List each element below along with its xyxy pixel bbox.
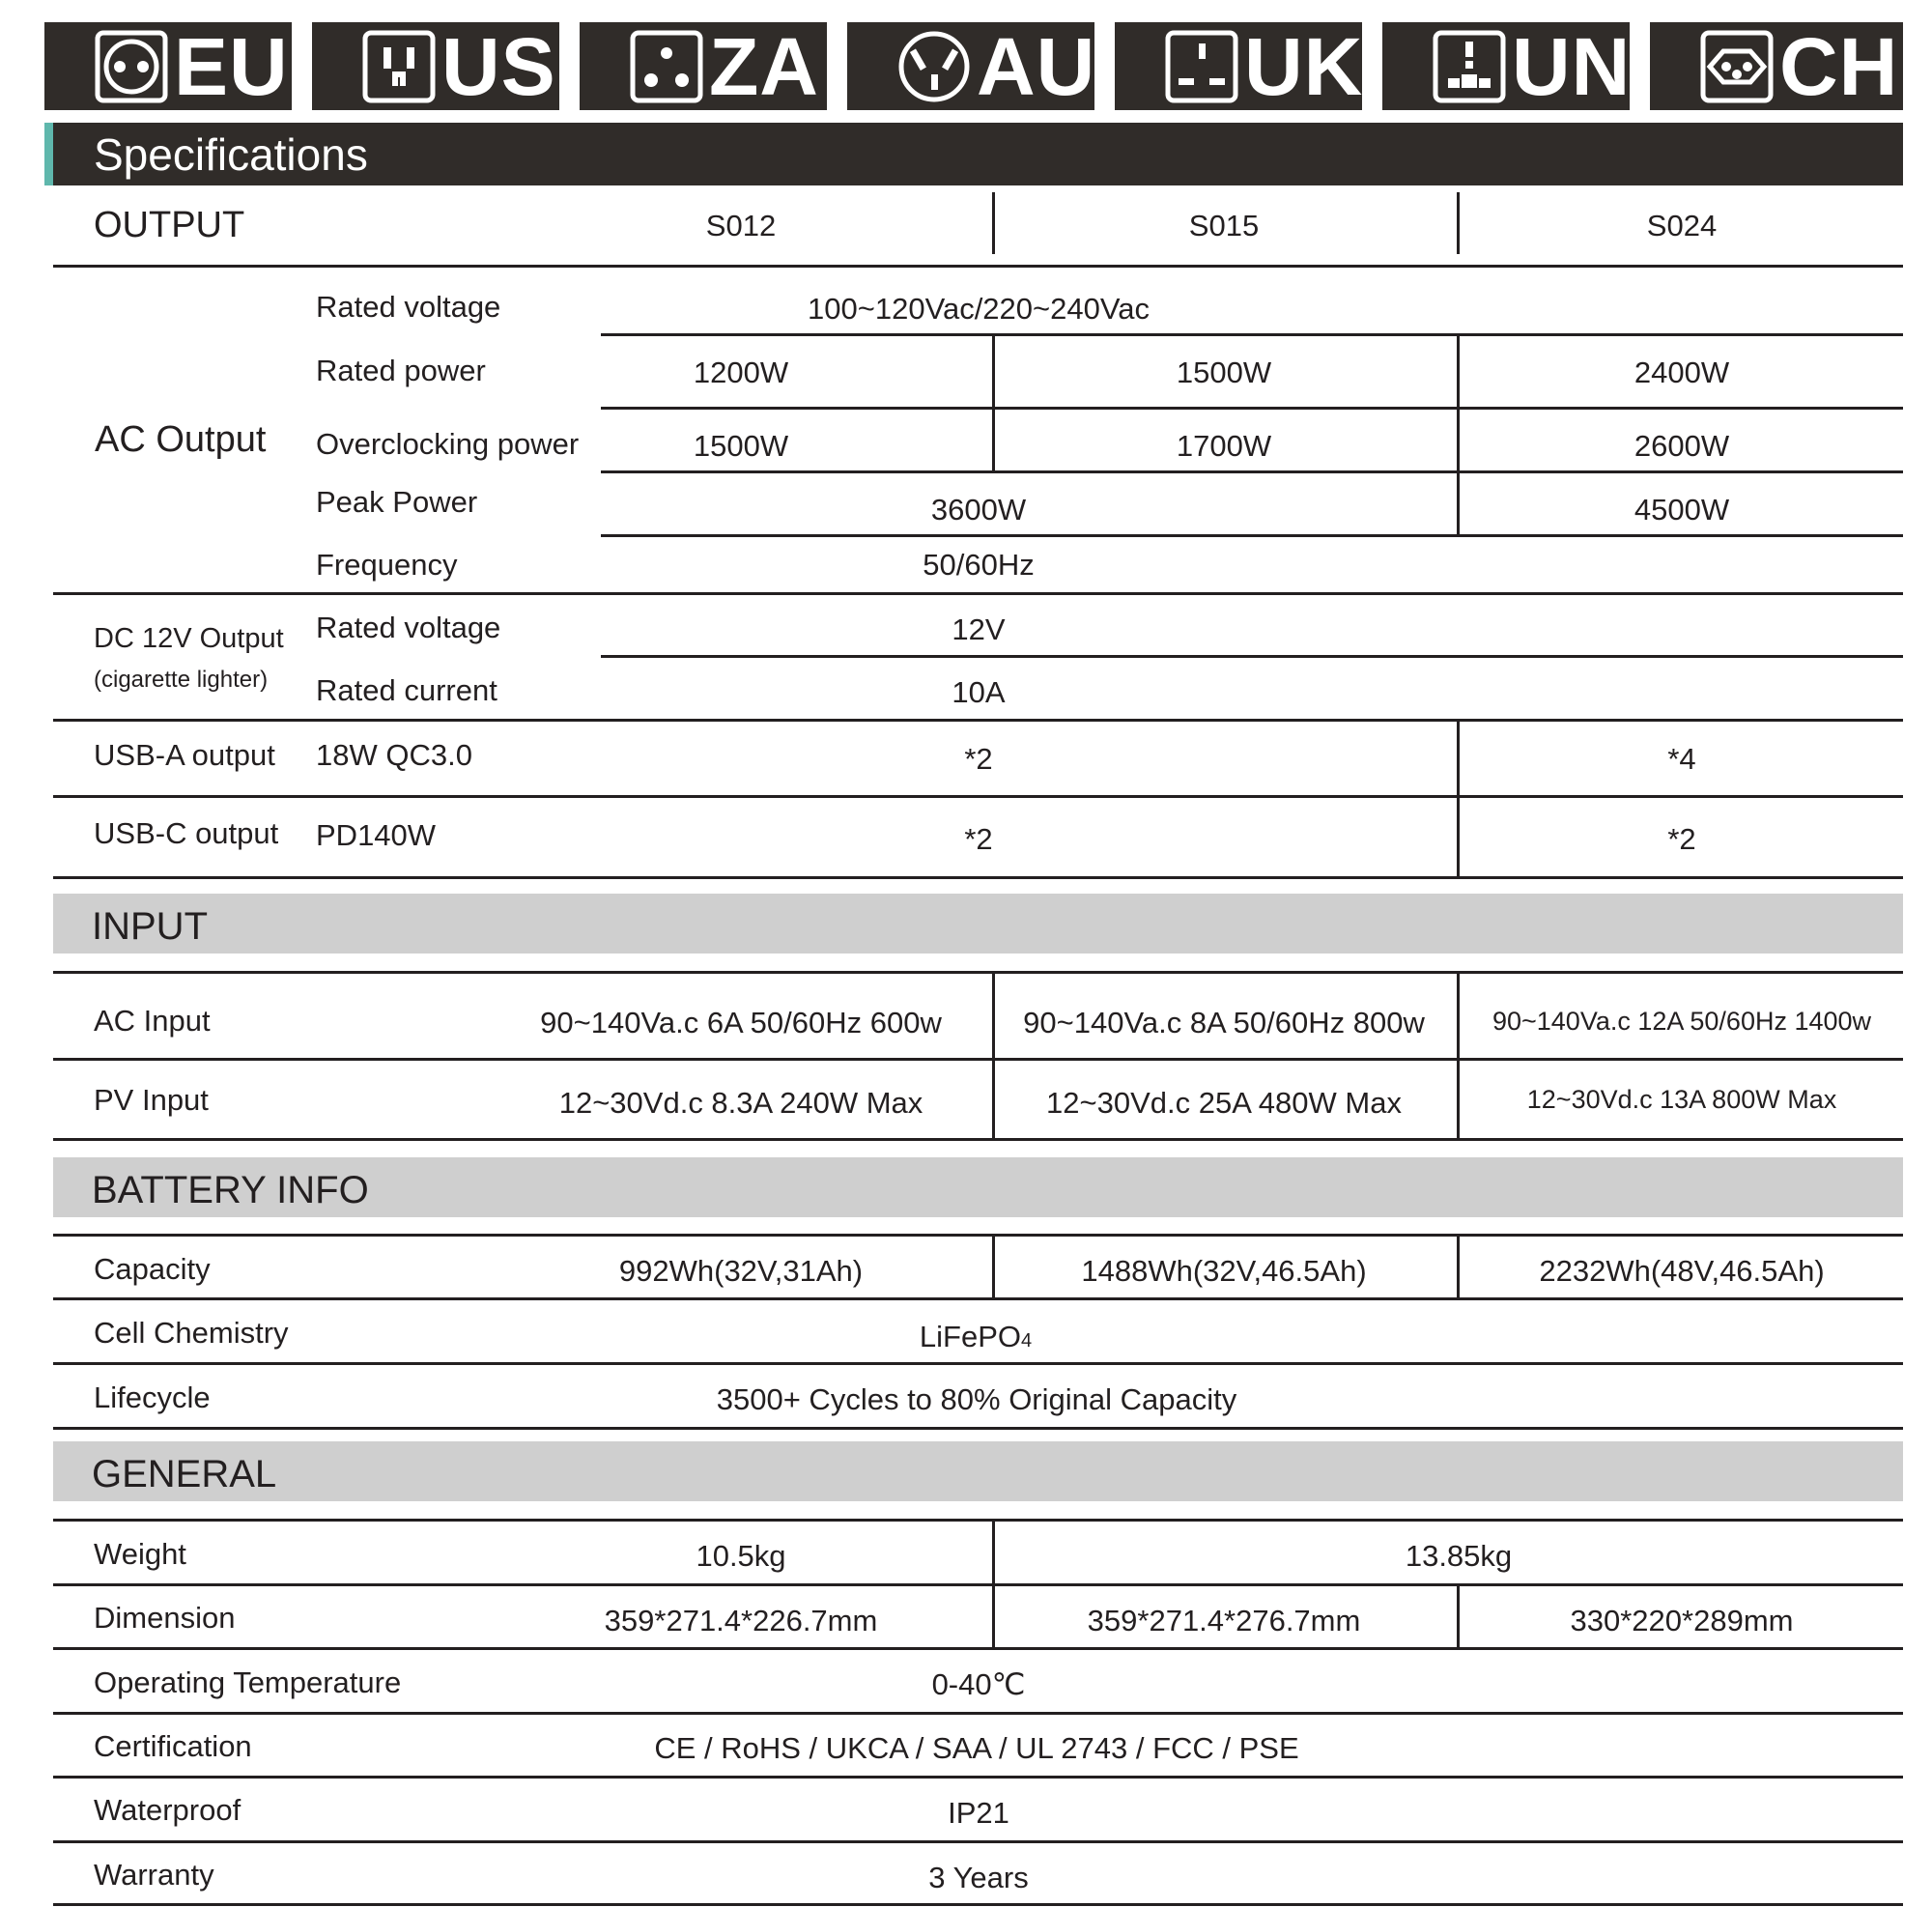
- divider: [992, 192, 995, 254]
- model-s012: S012: [705, 209, 777, 242]
- divider: [53, 876, 1903, 879]
- peak-power-label: Peak Power: [316, 485, 478, 519]
- divider: [1457, 409, 1460, 471]
- dimension-s024: 330*220*289mm: [1570, 1604, 1794, 1637]
- plug-code: CH: [1779, 21, 1899, 112]
- weight-s015-s024: 13.85kg: [1405, 1539, 1513, 1573]
- divider: [53, 1647, 1903, 1650]
- divider: [601, 333, 1903, 336]
- divider: [53, 592, 1903, 595]
- dimension-label: Dimension: [94, 1601, 236, 1635]
- divider: [53, 1362, 1903, 1365]
- frequency-value: 50/60Hz: [923, 548, 1035, 582]
- input-heading: INPUT: [92, 905, 208, 948]
- weight-s012: 10.5kg: [696, 1539, 786, 1573]
- cell-chemistry-subscript: 4: [1020, 1330, 1033, 1352]
- dc-output-sublabel: (cigarette lighter): [94, 667, 269, 693]
- plug-tab-za: [580, 22, 827, 110]
- lifecycle-label: Lifecycle: [94, 1380, 211, 1414]
- divider: [53, 1427, 1903, 1430]
- divider: [992, 1585, 995, 1648]
- divider: [601, 407, 1903, 410]
- weight-label: Weight: [94, 1537, 186, 1571]
- operating-temperature-label: Operating Temperature: [94, 1665, 402, 1699]
- ac-input-s012: 90~140Va.c 6A 50/60Hz 600w: [540, 1006, 942, 1039]
- input-section-bar: [53, 894, 1903, 954]
- divider: [601, 655, 1903, 658]
- plug-code: UK: [1244, 21, 1364, 112]
- plug-tab-ch: [1650, 22, 1903, 110]
- plug-code: UN: [1512, 21, 1632, 112]
- usb-a-s024: *4: [1667, 742, 1696, 776]
- un-plug-icon: [1433, 30, 1506, 103]
- capacity-label: Capacity: [94, 1252, 211, 1286]
- capacity-s024: 2232Wh(48V,46.5Ah): [1539, 1254, 1825, 1288]
- page-title: Specifications: [94, 129, 368, 180]
- divider: [601, 470, 1903, 473]
- usb-a-spec: 18W QC3.0: [316, 738, 472, 772]
- divider: [53, 1840, 1903, 1843]
- overclocking-power-s024: 2600W: [1634, 429, 1730, 463]
- usb-c-s012-s015: *2: [964, 822, 993, 856]
- cell-chemistry-value: [920, 1322, 1032, 1352]
- dimension-s012: 359*271.4*226.7mm: [604, 1604, 878, 1637]
- certification-value: CE / RoHS / UKCA / SAA / UL 2743 / FCC / PSE: [654, 1731, 1299, 1765]
- dc-output-label: DC 12V Output: [94, 623, 284, 654]
- dc-rated-current-label: Rated current: [316, 673, 497, 707]
- usb-c-spec: PD140W: [316, 818, 437, 852]
- divider: [1457, 1585, 1460, 1648]
- dimension-s015: 359*271.4*276.7mm: [1087, 1604, 1361, 1637]
- uk-plug-icon: [1165, 30, 1238, 103]
- rated-power-s012: 1200W: [693, 356, 789, 389]
- divider: [992, 1521, 995, 1584]
- plug-code: EU: [174, 21, 289, 112]
- plug-code: US: [441, 21, 556, 112]
- ac-input-s024: 90~140Va.c 12A 50/60Hz 1400w: [1492, 1007, 1872, 1036]
- divider: [992, 1236, 995, 1298]
- divider: [1457, 192, 1460, 254]
- divider: [53, 1776, 1903, 1779]
- plug-tab-un: [1382, 22, 1630, 110]
- peak-power-s024: 4500W: [1634, 493, 1730, 527]
- divider: [1457, 721, 1460, 796]
- pv-input-s015: 12~30Vd.c 25A 480W Max: [1046, 1086, 1402, 1120]
- dc-rated-voltage-label: Rated voltage: [316, 611, 501, 644]
- peak-power-s012-s015: 3600W: [930, 493, 1027, 527]
- au-plug-icon: [897, 30, 971, 103]
- capacity-s015: 1488Wh(32V,46.5Ah): [1081, 1254, 1367, 1288]
- divider: [1457, 1060, 1460, 1139]
- overclocking-power-s015: 1700W: [1176, 429, 1272, 463]
- plug-tab-au: [847, 22, 1094, 110]
- rated-voltage-label: Rated voltage: [316, 290, 501, 324]
- pv-input-s012: 12~30Vd.c 8.3A 240W Max: [558, 1086, 923, 1120]
- warranty-label: Warranty: [94, 1858, 214, 1892]
- ac-output-label: AC Output: [95, 419, 267, 460]
- pv-input-s024: 12~30Vd.c 13A 800W Max: [1526, 1085, 1837, 1114]
- usb-c-s024: *2: [1667, 822, 1696, 856]
- usb-a-label: USB-A output: [94, 738, 275, 772]
- divider: [992, 1060, 995, 1139]
- divider: [992, 973, 995, 1059]
- waterproof-value: IP21: [948, 1796, 1009, 1830]
- dc-rated-current-value: 10A: [952, 675, 1006, 709]
- lifecycle-value: 3500+ Cycles to 80% Original Capacity: [716, 1382, 1237, 1416]
- ac-input-label: AC Input: [94, 1004, 211, 1038]
- model-s024: S024: [1646, 209, 1718, 242]
- usb-a-s012-s015: *2: [964, 742, 993, 776]
- ac-input-s015: 90~140Va.c 8A 50/60Hz 800w: [1023, 1006, 1425, 1039]
- divider: [53, 1297, 1903, 1300]
- divider: [53, 1583, 1903, 1586]
- warranty-value: 3 Years: [928, 1861, 1029, 1894]
- overclocking-power-s012: 1500W: [693, 429, 789, 463]
- certification-label: Certification: [94, 1729, 252, 1763]
- divider: [53, 1058, 1903, 1061]
- capacity-s012: 992Wh(32V,31Ah): [618, 1254, 864, 1288]
- divider: [1457, 472, 1460, 535]
- cell-chemistry-label: Cell Chemistry: [94, 1316, 289, 1350]
- output-heading: OUTPUT: [94, 205, 245, 245]
- overclocking-power-label: Overclocking power: [316, 427, 580, 461]
- divider: [53, 1519, 1903, 1522]
- rated-power-s024: 2400W: [1634, 356, 1730, 389]
- us-plug-icon: [362, 30, 436, 103]
- plug-code: AU: [977, 21, 1096, 112]
- rated-voltage-value: 100~120Vac/220~240Vac: [808, 292, 1150, 326]
- plug-tab-us: [312, 22, 559, 110]
- battery-heading: BATTERY INFO: [92, 1169, 369, 1211]
- divider: [1457, 797, 1460, 877]
- frequency-label: Frequency: [316, 548, 458, 582]
- divider: [53, 719, 1903, 722]
- divider: [992, 335, 995, 408]
- divider: [53, 1234, 1903, 1237]
- usb-c-label: USB-C output: [94, 816, 279, 850]
- waterproof-label: Waterproof: [94, 1793, 242, 1827]
- specifications-accent: [44, 123, 53, 185]
- rated-power-label: Rated power: [316, 354, 486, 387]
- divider: [53, 1138, 1903, 1141]
- plug-tab-eu: [44, 22, 292, 110]
- rated-power-s015: 1500W: [1176, 356, 1272, 389]
- pv-input-label: PV Input: [94, 1083, 209, 1117]
- divider: [1457, 1236, 1460, 1298]
- divider: [1457, 973, 1460, 1059]
- divider: [53, 795, 1903, 798]
- plug-tab-uk: [1115, 22, 1362, 110]
- operating-temperature-value: 0-40℃: [931, 1667, 1026, 1701]
- divider: [53, 971, 1903, 974]
- divider: [601, 534, 1903, 537]
- eu-plug-icon: [95, 30, 168, 103]
- ch-plug-icon: [1700, 30, 1774, 103]
- general-heading: GENERAL: [92, 1453, 277, 1495]
- plug-code: ZA: [709, 21, 819, 112]
- divider: [53, 265, 1903, 268]
- divider: [53, 1712, 1903, 1715]
- za-plug-icon: [630, 30, 703, 103]
- divider: [53, 1903, 1903, 1906]
- general-section-bar: [53, 1441, 1903, 1501]
- divider: [992, 409, 995, 471]
- divider: [1457, 335, 1460, 408]
- cell-chemistry-formula: LiFePO: [919, 1320, 1021, 1353]
- model-s015: S015: [1188, 209, 1260, 242]
- dc-rated-voltage-value: 12V: [952, 612, 1006, 646]
